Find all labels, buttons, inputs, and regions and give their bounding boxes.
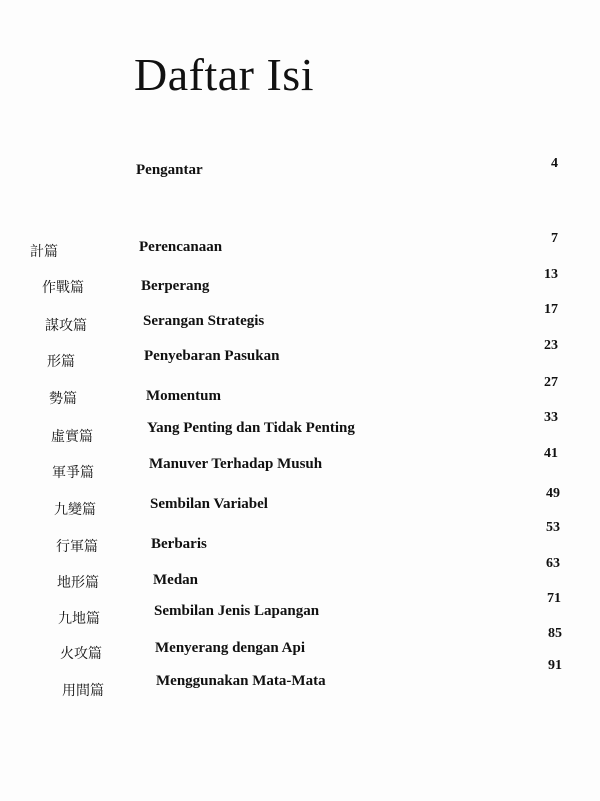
page-title: Daftar Isi: [134, 49, 314, 100]
toc-entry-label: Berbaris: [151, 536, 207, 552]
toc-entry-page: 85: [548, 626, 562, 641]
toc-entry-label: Sembilan Variabel: [150, 496, 268, 512]
toc-entry-chinese: 九地篇: [58, 611, 100, 627]
toc-entry-chinese: 計篇: [30, 244, 58, 260]
toc-entry-page: 53: [546, 520, 560, 535]
toc-entry-chinese: 火攻篇: [60, 646, 102, 662]
toc-entry-label: Menyerang dengan Api: [155, 640, 306, 656]
toc-entry-page: 33: [544, 410, 558, 425]
toc-entry-page: 71: [547, 591, 561, 606]
toc-entry-page: 7: [551, 231, 558, 246]
toc-entry-page: 63: [546, 556, 560, 571]
toc-entry-intro-label: Pengantar: [136, 162, 203, 178]
toc-entry-label: Momentum: [146, 388, 221, 404]
toc-entry-page: 91: [548, 658, 562, 673]
toc-entry-intro-page: 4: [551, 156, 558, 171]
toc-entry-chinese: 行軍篇: [56, 539, 98, 555]
toc-entry-label: Medan: [153, 572, 198, 588]
toc-entry-page: 49: [546, 486, 560, 501]
toc-entry-chinese: 形篇: [47, 354, 75, 370]
toc-entry-chinese: 虛實篇: [51, 429, 93, 445]
toc-entry-chinese: 勢篇: [49, 391, 77, 407]
toc-entry-page: 41: [544, 446, 558, 461]
toc-entry-page: 23: [544, 338, 558, 353]
toc-entry-label: Yang Penting dan Tidak Penting: [147, 420, 355, 436]
toc-entry-page: 13: [544, 267, 558, 282]
toc-entry-label: Manuver Terhadap Musuh: [149, 456, 323, 472]
toc-entry-label: Menggunakan Mata-Mata: [156, 673, 326, 689]
toc-entry-page: 27: [544, 375, 558, 390]
toc-entry-label: Sembilan Jenis Lapangan: [154, 603, 320, 619]
toc-entry-chinese: 用間篇: [62, 683, 104, 699]
toc-entry-chinese: 謀攻篇: [45, 318, 87, 334]
toc-entry-chinese: 九變篇: [54, 502, 96, 518]
toc-entry-page: 17: [544, 302, 558, 317]
toc-entry-label: Perencanaan: [139, 239, 223, 255]
toc-entry-label: Berperang: [141, 278, 210, 294]
toc-entry-label: Penyebaran Pasukan: [144, 348, 280, 364]
toc-entry-chinese: 地形篇: [57, 575, 99, 591]
toc-entry-chinese: 軍爭篇: [52, 465, 94, 481]
toc-entry-label: Serangan Strategis: [143, 313, 265, 329]
toc-entry-chinese: 作戰篇: [42, 280, 84, 296]
